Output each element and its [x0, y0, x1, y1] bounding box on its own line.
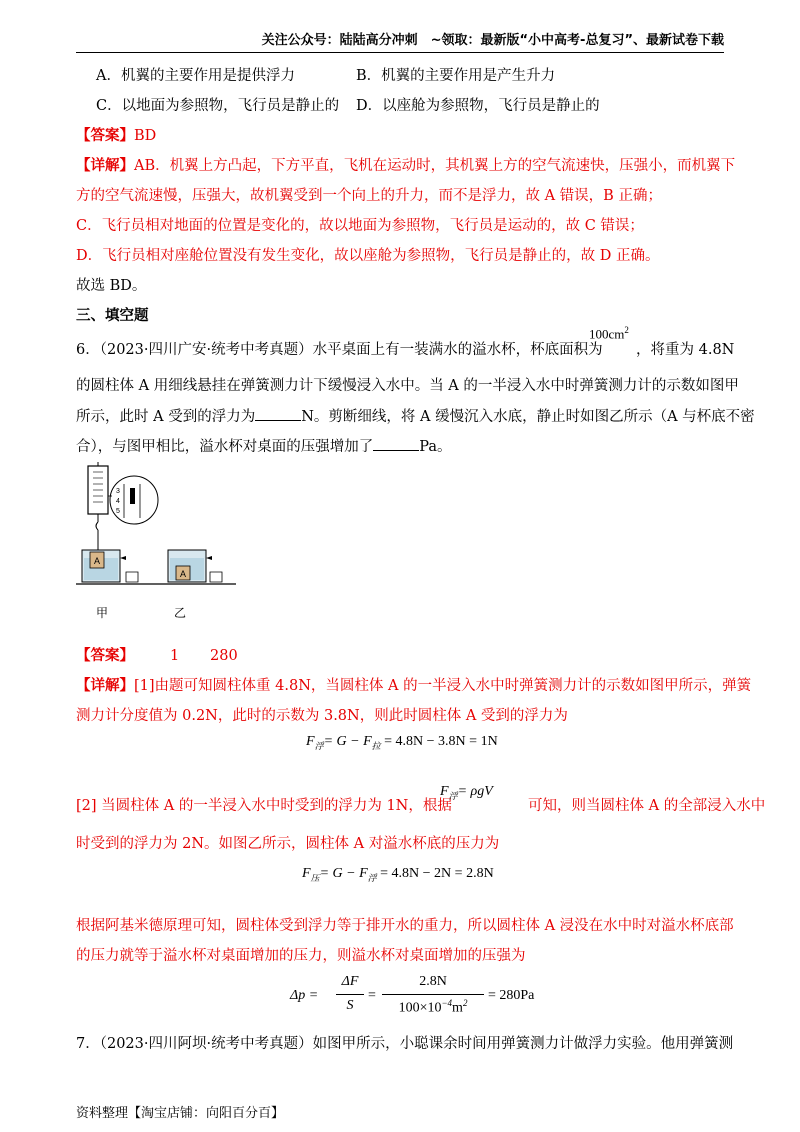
sup: −4: [441, 998, 453, 1008]
q6-text: 所示，此时 A 受到的浮力为: [76, 409, 256, 425]
area-value: 100cm: [589, 326, 625, 342]
q6-figure: [76, 462, 236, 622]
option-c: C．以地面为参照物，飞行员是静止的: [96, 98, 340, 114]
q6-text-line1b: ，将重为 4.8N: [636, 342, 735, 358]
detail-text: AB．机翼上方凸起，下方平直，飞机在运动时，其机翼上方的空气流速快，压强小，而机翼下: [134, 158, 736, 174]
formula-text: Δp =: [290, 988, 319, 1003]
fraction-2-den: [382, 998, 484, 1017]
fraction-1-den: S: [346, 998, 354, 1013]
block-label: A: [94, 556, 101, 566]
detail-label: 【详解】: [76, 157, 134, 174]
q6-answer: [76, 646, 134, 666]
answer-label: 【答案】: [76, 127, 134, 144]
sup: 2: [462, 998, 468, 1008]
formula-text: = G − F: [319, 866, 368, 881]
overflow-cup-jia: [82, 550, 138, 582]
q6-text: 6．（2023·四川广安·统考中考真题）水平桌面上有一装满水的溢水杯，杯底面积为: [76, 342, 603, 358]
q5-conclusion: 故选 BD。: [76, 278, 147, 294]
q5-answer: [76, 126, 156, 146]
section-title: 三、填空题: [76, 307, 149, 324]
q6-detail-line2: 测力计分度值为 0.2N，此时的示数为 3.8N，则此时圆柱体 A 受到的浮力为: [76, 708, 568, 724]
q6-text-line4: [76, 436, 452, 457]
option-a: A．机翼的主要作用是提供浮力: [96, 68, 295, 84]
answer-value: BD: [134, 128, 157, 144]
q5-detail-line1: [76, 156, 735, 176]
equals: =: [368, 988, 376, 1003]
q5-detail-line4: D．飞行员相对座舱位置没有发生变化，故以座舱为参照物，飞行员是静止的，故 D 正确。: [76, 248, 660, 264]
q6-text: 合），与图甲相比，溢水杯对桌面的压强增加了: [76, 439, 374, 455]
area-exponent: 2: [624, 325, 629, 335]
formula-text: = 4.8N − 2N = 2.8N: [376, 866, 494, 881]
q6-detail-line5: 根据阿基米德原理可知，圆柱体受到浮力等于排开水的重力，所以圆柱体 A 浸没在水中时对溢水杯底部: [76, 918, 734, 934]
answer-label: 【答案】: [76, 647, 134, 664]
formula-text: m: [452, 1000, 463, 1016]
q6-text: Pa。: [419, 439, 452, 455]
sub: 浮: [448, 790, 458, 801]
q6-answer-1: 1: [170, 648, 180, 664]
fraction-2-num: [382, 974, 484, 990]
magnified-scale: [108, 476, 158, 524]
formula-1: $F_浮= G - F_拉 = 4.8N - 3.8N = 1N$: [306, 734, 498, 751]
formula-text: = 280Pa: [488, 988, 535, 1003]
blank-1[interactable]: [255, 406, 301, 421]
blank-2[interactable]: [373, 436, 419, 451]
q7-text-line1: 7．（2023·四川阿坝·统考中考真题）如图甲所示，小聪课余时间用弹簧测力计做浮力实验。他用弹簧测: [76, 1036, 734, 1052]
option-d: D．以座舱为参照物，飞行员是静止的: [356, 98, 600, 114]
q6-text-line3: [76, 406, 755, 427]
formula-3-result: [488, 988, 534, 1004]
q6-detail-line6: 的压力就等于溢水杯对桌面增加的压力，则溢水杯对桌面增加的压强为: [76, 948, 526, 964]
formula-text: = G − F: [323, 734, 372, 749]
formula-text: 100×10: [398, 1000, 442, 1016]
q6-detail-line3: [76, 796, 452, 816]
page-footer: 资料整理【淘宝店铺：向阳百分百】: [76, 1106, 285, 1121]
q5-detail-line2: 方的空气流速慢，压强大，故机翼受到一个向上的升力，而不是浮力，故 A 错误，B 正确；: [76, 188, 662, 204]
formula-text: = ρgV: [457, 784, 493, 799]
detail-label: 【详解】: [76, 677, 134, 694]
formula-2: $F_压= G - F_浮 = 4.8N - 2N = 2.8N$: [302, 866, 494, 883]
spring-scale: [88, 462, 108, 550]
q6-detail-line4: 时受到的浮力为 2N。如图乙所示，圆柱体 A 对溢水杯底的压力为: [76, 836, 500, 852]
formula-text: 2.8N: [419, 974, 447, 989]
option-b: B．机翼的主要作用是产生升力: [356, 68, 556, 84]
formula-text: = 4.8N − 3.8N = 1N: [380, 734, 498, 749]
q6-detail-line1: [76, 676, 751, 696]
scale-num: 5: [116, 508, 120, 515]
q5-detail-line3: C．飞行员相对地面的位置是变化的，故以地面为参照物，飞行员是运动的，故 C 错误；: [76, 218, 644, 234]
figure-label-yi: 乙: [174, 606, 187, 620]
formula-archimedes: $F_浮= \rho gV$: [440, 784, 493, 801]
q6-area: [589, 320, 629, 344]
q6-text-line1: [76, 340, 603, 360]
q6-text-line2: 的圆柱体 A 用细线悬挂在弹簧测力计下缓慢浸入水中。当 A 的一半浸入水中时弹簧测力计的示数如图甲: [76, 378, 739, 394]
detail-text: [2] 当圆柱体 A 的一半浸入水中时受到的浮力为 1N，根据: [76, 798, 452, 814]
figure-label-jia: 甲: [96, 606, 109, 620]
sub: 浮: [314, 740, 324, 751]
q6-text: N。剪断细线，将 A 缓慢沉入水底，静止时如图乙所示（A 与杯底不密: [301, 409, 755, 425]
q6-detail-line3b: 可知，则当圆柱体 A 的全部浸入水中: [528, 798, 766, 814]
scale-num: 3: [116, 488, 120, 495]
sub: 浮: [367, 872, 377, 883]
fraction-bar-2: [382, 994, 484, 995]
block-label: A: [180, 569, 187, 579]
sub: 拉: [371, 740, 381, 751]
q6-answer-2: 280: [210, 648, 238, 664]
sub: 压: [310, 872, 320, 883]
scale-num: 4: [116, 498, 120, 505]
fraction-bar-1: [336, 994, 364, 995]
detail-text: [1]由题可知圆柱体重 4.8N，当圆柱体 A 的一半浸入水中时弹簧测力计的示数如图甲所示，弹簧: [134, 678, 752, 694]
page-header: 关注公众号：陆陆高分冲刺 ~领取：最新版“小中高考-总复习”、最新试卷下载: [76, 32, 724, 53]
formula-3: [290, 988, 318, 1004]
overflow-cup-yi: [168, 550, 222, 582]
fraction-1-num: ΔF: [341, 974, 359, 989]
